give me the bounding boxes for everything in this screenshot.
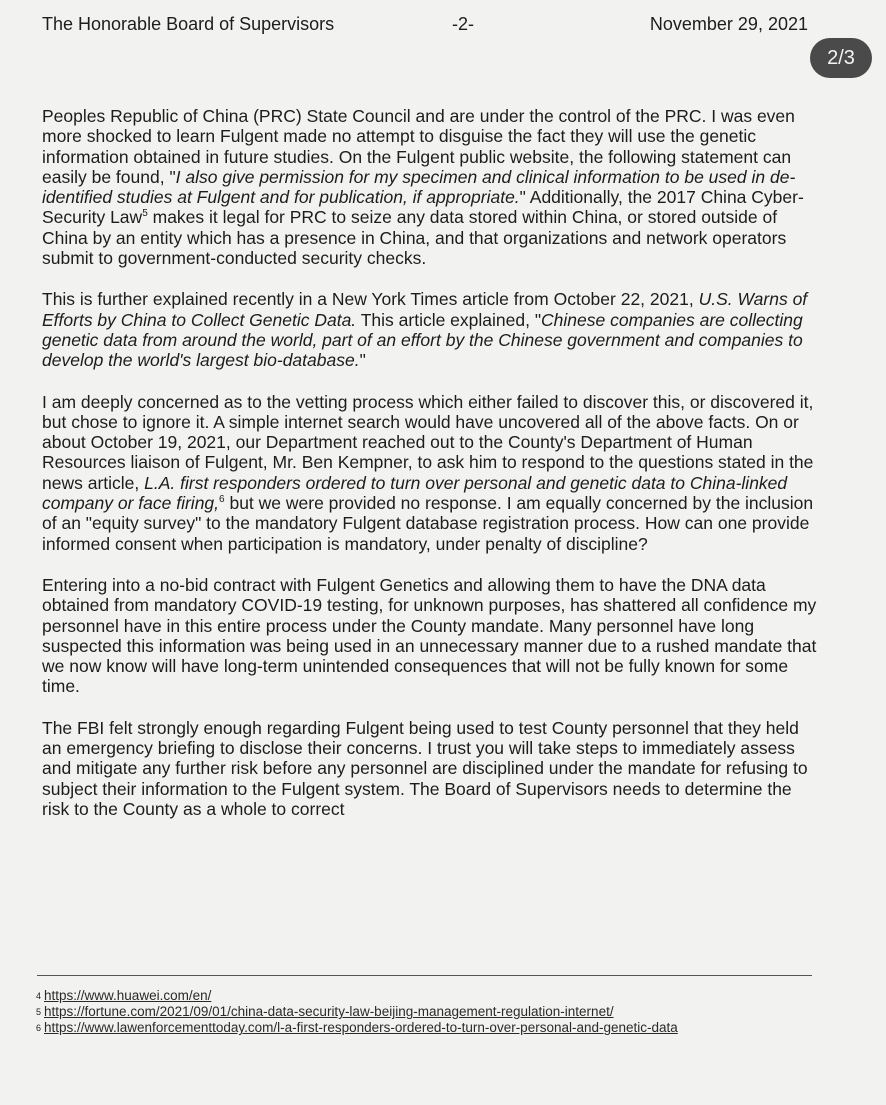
footnote-link[interactable]: https://www.huawei.com/en/ (44, 988, 212, 1003)
footnote (36, 1020, 806, 1036)
header-addressee: The Honorable Board of Supervisors (42, 14, 335, 34)
footnote-divider (37, 975, 812, 976)
footnote-number: 5 (36, 1007, 42, 1018)
article-title: U.S. Warns of Efforts by China to Collect Genetic Data. (42, 289, 808, 330)
page-indicator-badge: 2/3 (810, 38, 872, 78)
footnote-link[interactable]: https://fortune.com/2021/09/01/china-data-security-law-beijing-management-regulation-internet/ (44, 1004, 614, 1020)
paragraph: The FBI felt strongly enough regarding Fulgent being used to test County personnel that they held an emergency briefing to disclose their concerns. I trust you will take steps to immediately assess and mitigate any further risk before any personnel are disciplined under the mandate for refusing to subject their information to the Fulgent system. The Board of Supervisors needs to determine the risk to the County as a whole to correct (42, 717, 808, 819)
article-title: L.A. first responders ordered to turn over personal and genetic data to China-linked company or face firing, (42, 472, 788, 514)
letter-body (42, 106, 822, 840)
footnote-number: 4 (36, 991, 42, 1001)
paragraph: This is further explained recently in a New York Times article from October 22, 2021, U.S. Warns of Efforts by China to Collect Genetic Data. This article explained, "Chinese companies are collecting genetic data from around the world, part of an effort by the Chinese government and companies to develop the world's largest bio-database." (42, 289, 808, 371)
header-date: November 29, 2021 (649, 14, 808, 34)
footnote (36, 1004, 806, 1020)
paragraph: I am deeply concerned as to the vetting process which either failed to discover this, or discovered it, but chose to ignore it. A simple internet search would have uncovered all of the above facts. On or about October 19, 2021, our Department reached out to the County's Department of Human Resources liaison of Fulgent, Mr. Ben Kempner, to ask him to respond to the questions stated in the news article, L.A. first responders ordered to turn over personal and genetic data to China-linked company or face firing,$^6$ but we were provided no response. I am equally concerned by the inclusion of an "equity survey" to the mandatory Fulgent database registration process. How can one provide informed consent when participation is mandatory, under penalty of discipline? (42, 391, 814, 554)
footnote-ref: 6 (219, 494, 225, 506)
quoted-text: Chinese companies are collecting genetic data from around the world, part of an effort by the Chinese government and companies to develop the world's largest bio-database. (42, 309, 803, 371)
quoted-text: I also give permission for my specimen and clinical information to be used in de-identified studies at Fulgent and for publication, if appropriate. (42, 166, 796, 208)
footnote-ref: 5 (142, 208, 148, 220)
header-page-number: -2- (452, 14, 474, 34)
paragraph: Entering into a no-bid contract with Fulgent Genetics and allowing them to have the DNA data obtained from mandatory COVID-19 testing, for unknown purposes, has shattered all confidence my personnel have in this entire process under the County mandate. Many personnel have long suspected this information was being used in an unnecessary manner due to a rushed mandate that we now know will have long-term unintended consequences that will not be fully known for some time. (42, 574, 817, 697)
footnotes (36, 988, 806, 1037)
footnote (36, 988, 806, 1004)
footnote-number: 6 (36, 1023, 42, 1034)
paragraph: Peoples Republic of China (PRC) State Council and are under the control of the PRC. I was even more shocked to learn Fulgent made no attempt to disguise the fact they will use the genetic information obtained in future studies. On the Fulgent public website, the following statement can easily be found, "I also give permission for my specimen and clinical information to be used in de-identified studies at Fulgent and for publication, if appropriate." Additionally, the 2017 China Cyber-Security Law$^5$ makes it legal for PRC to seize any data stored within China, or stored outside of China by an entity which has a presence in China, and that organizations and network operators submit to government-conducted security checks. (42, 106, 804, 269)
footnote-link[interactable]: https://www.lawenforcementtoday.com/l-a-first-responders-ordered-to-turn-over-personal-and-genetic-data (44, 1020, 678, 1036)
letter-header (42, 14, 808, 38)
